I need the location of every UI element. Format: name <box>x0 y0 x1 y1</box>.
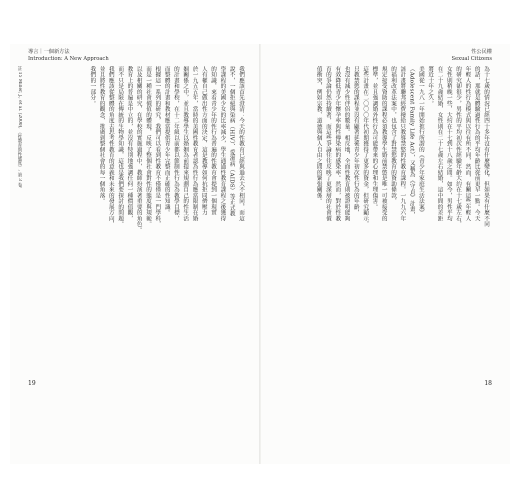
text-column: 也沒有減少性伴侶的數量。相反地，全面性教育則被證明能夠 <box>343 66 350 222</box>
text-column: 女性則稍晚一些，大約在十七到十八歲之間。如今，男性平均 <box>445 66 452 222</box>
text-column: 我們應該從整體的角度去思考性教育的意義和未來的發展方向， <box>107 66 114 227</box>
text-column: 只教禁慾的課程並沒有顯著延後青少年初次性行為的年齡， <box>352 66 359 216</box>
left-running-head-zh: 導言｜一個新方法 <box>28 49 70 55</box>
text-column: 根據這一系列的研究，我們可以看到性教育不僅僅是一門學科， <box>154 66 161 227</box>
text-column: 說不，一個拒絕與染病（HIV）、愛滋病（AIDS）等正式教 <box>228 66 235 217</box>
right-body-text <box>275 66 490 366</box>
text-column: 值衝突，例如宗教、道德與個人自由之間的緊張關係。 <box>315 66 322 204</box>
right-running-head <box>452 49 492 63</box>
text-column: 育的爭論仍然持續著，而這些爭論往往反映了更深層的社會價 <box>324 66 331 222</box>
text-column: 年輕人的性行為模式與以往有所不同，然而，有關這些年輕人 <box>464 66 471 222</box>
text-column: 我們應該首先澄清：今天的性教育已經與過去大不相同，而這 <box>238 66 244 222</box>
left-footnote: 註 15 Miller, J., et al. (2000), 《性教育與性態度》, 第 3 卷。 <box>17 66 22 192</box>
book-spread <box>10 44 510 464</box>
text-column: 並且將性教育的觀念，推廣到整個社會的每一個角落。 <box>98 66 105 204</box>
text-column: 而不只是局限在傳統的生物學知識，這也是我們要探討的問題。 <box>117 66 124 227</box>
left-body-text <box>36 66 245 366</box>
text-column: 的知識，來看青少年的性行為普遍的性教育會提到一個現實 <box>210 66 217 216</box>
text-column: 標準，並且強調婚外性行為可能帶來的心理和生理傷害。 <box>371 66 378 210</box>
text-column: 學課程的美國少女的比率減少，學生通過性教育課程之後獲得 <box>219 66 226 222</box>
text-column: 姻關係之中，並且教導學生以婚姻為前提來規劃自己的性生活 <box>182 66 189 222</box>
left-running-head-en: Introduction: A New Approach <box>28 56 109 62</box>
text-column: 在二十九歲結婚，女性則在二十七歲左右結婚，這中間的差距 <box>436 66 443 222</box>
text-column: 教育上的普遍是中立的，並沒有特別地強調任何一種價值觀， <box>126 66 133 222</box>
text-column: 為十七歲的情況已經四十多年沒有什麼變化，但如果有什麼不同 <box>483 66 489 227</box>
left-running-head <box>28 49 109 63</box>
text-column: 這些計畫在二〇〇〇年代初期獲得了更多的資金，但研究顯示， <box>362 66 369 227</box>
text-column: 有效降低青少年懷孕率與性傳染病的感染率。然而，對於性教 <box>334 66 341 222</box>
text-column: 的計畫和學校，在十二年級以前都以節制性行為為教學目標， <box>172 66 179 222</box>
text-column: （Adolescent Family Life Act），又稱為《守貞》計畫， <box>408 66 415 218</box>
text-column: 該計畫將聯邦經費撥給只教導禁慾的性教育課程。一九九六年 <box>399 66 406 222</box>
right-page-number: 18 <box>484 380 492 387</box>
text-column: 的福利改革法案中，也包含了對禁慾教育的資助條款， <box>390 66 397 204</box>
right-running-head-en: Sexual Citizens <box>451 56 492 62</box>
text-column: 而是一種社會價值的體現，反映了整個社會對性的態度與規範。 <box>145 66 152 227</box>
text-column: 將近十年之久。 <box>427 66 434 107</box>
text-column: 的話，那就是體驗過性行為的平均年齡比從前更早一點。今天 <box>473 66 480 222</box>
text-column: 人有權自己做出性方面的決定，這是教導如何抗拒同儕壓力 <box>200 66 207 216</box>
text-column: 我們的一部分。 <box>89 66 96 107</box>
text-column: 美國從一九八一年開始推行所謂的《青少年家庭生活法案》 <box>417 66 424 216</box>
text-column: 的研究卻很少，男性的平均初次性經驗年齡大約在十七歲左右， <box>455 66 462 227</box>
right-running-head-zh: 性公民權 <box>471 49 492 55</box>
left-page <box>10 44 259 464</box>
text-column: 以及相關的研究，在學校的實施過程中，教師扮演著重要的角色。 <box>135 66 142 233</box>
right-page <box>261 44 510 464</box>
left-page-number: 19 <box>28 380 36 387</box>
text-column: 於一九五五年，當時的美國性教育者認為性行為應當限制在婚 <box>191 66 198 222</box>
text-column: 而整體的計畫和教材應當提供青少年完整而正確的性知識。 <box>163 66 170 216</box>
text-column: 規定接受資助的課程必須教導學生婚前禁慾是唯一可被接受的 <box>380 66 387 222</box>
